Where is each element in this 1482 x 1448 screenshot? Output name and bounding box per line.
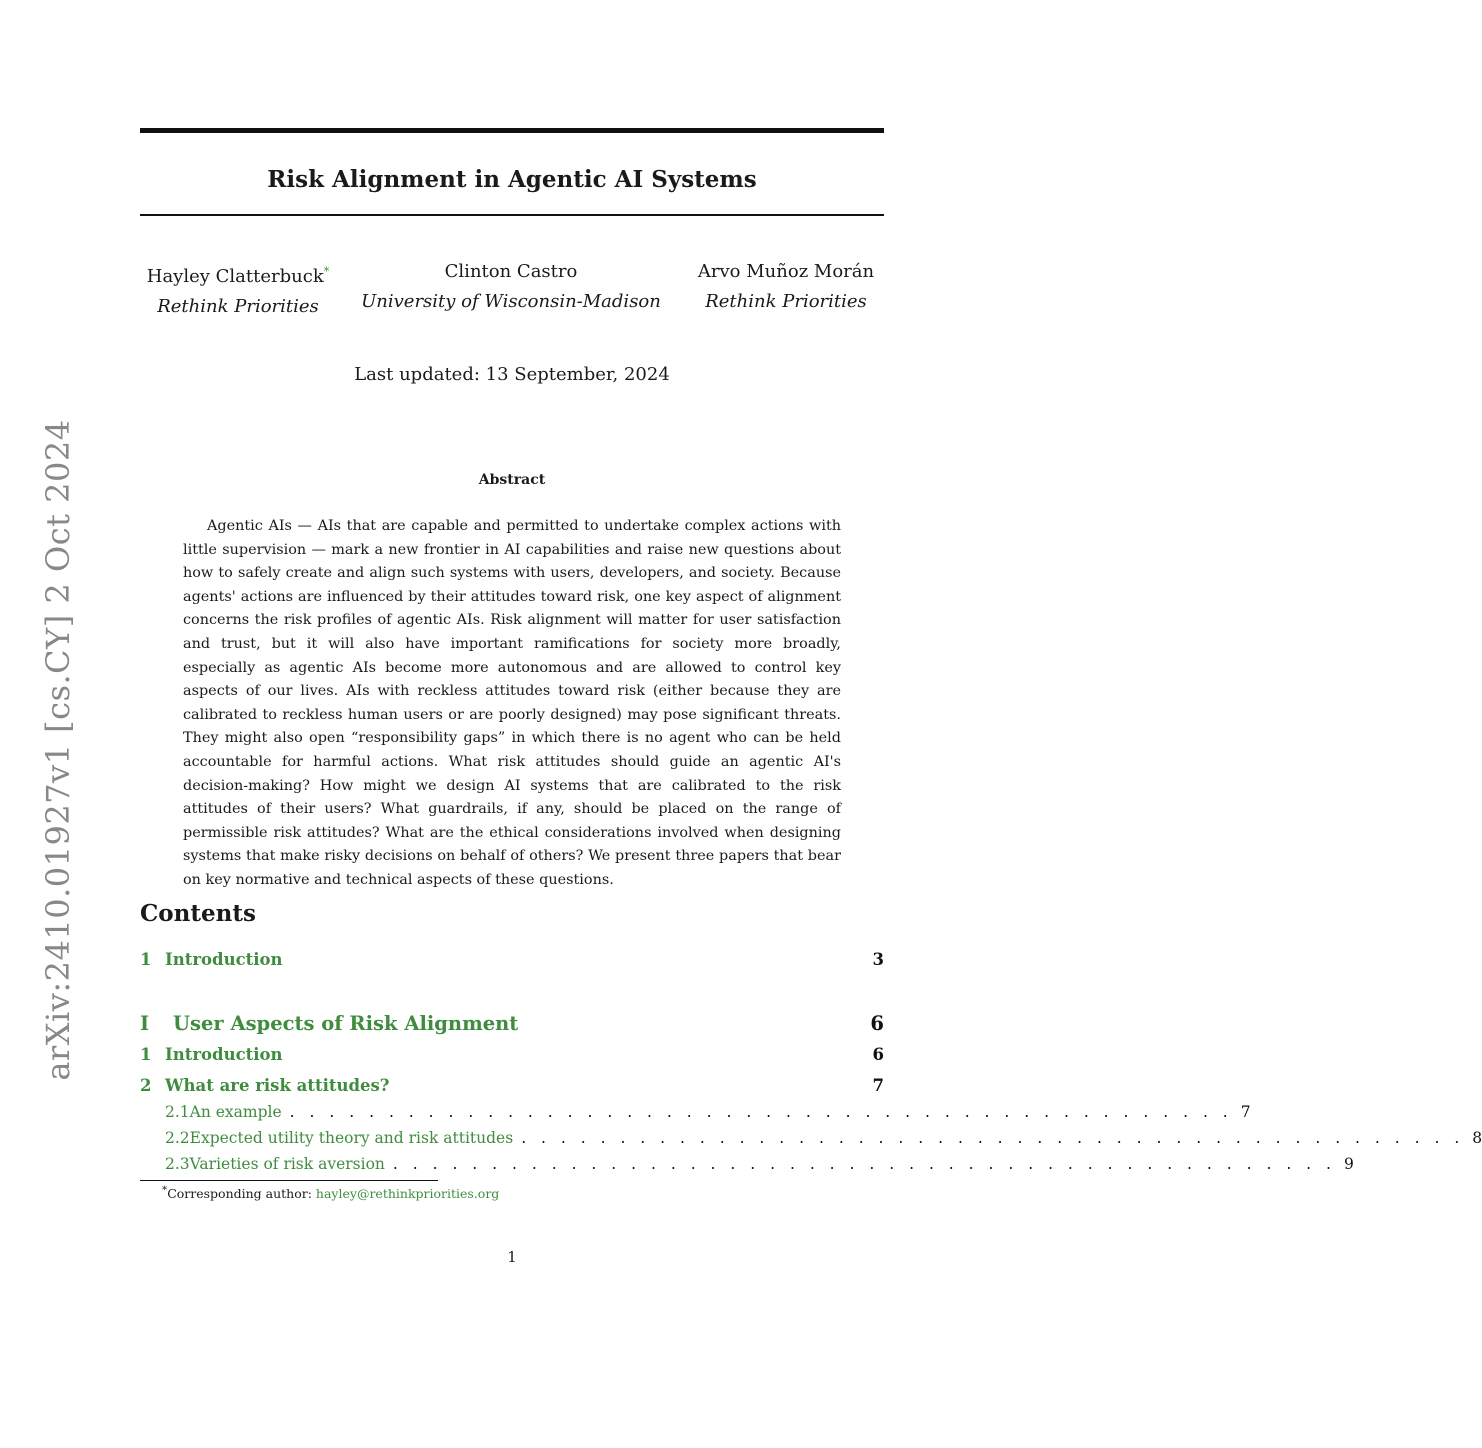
toc-number: 1: [140, 950, 152, 969]
author-block: [140, 257, 336, 322]
toc-page: 7: [1240, 1103, 1251, 1121]
toc-page: 8: [1472, 1129, 1482, 1147]
toc-page: 3: [872, 950, 884, 969]
toc-entry[interactable]: [140, 1045, 884, 1064]
author-affiliation: Rethink Priorities: [705, 291, 867, 312]
author-block: [352, 257, 670, 317]
author-name: Hayley Clatterbuck: [146, 266, 324, 287]
toc-number: 2: [140, 1076, 152, 1095]
title-rule-bottom: [140, 214, 884, 216]
toc-entry[interactable]: [140, 950, 884, 969]
toc-number: 2.1: [165, 1103, 190, 1121]
toc-page: 6: [870, 1012, 884, 1035]
footnote-rule: [140, 1180, 438, 1181]
toc-entry[interactable]: [140, 1076, 884, 1095]
author-affiliation: Rethink Priorities: [157, 296, 319, 317]
toc-leader-dots: . . . . . . . . . . . . . . . . . . . . . . . . . . . . . . . . . . . . . . . . . . . . . . . .: [289, 1103, 1233, 1121]
arxiv-identifier: arXiv:2410.01927v1 [cs.CY] 2 Oct 2024: [39, 419, 77, 1081]
author-name: Arvo Muñoz Morán: [697, 261, 875, 282]
toc-label[interactable]: What are risk attitudes?: [165, 1076, 390, 1095]
toc-leader-dots: . . . . . . . . . . . . . . . . . . . . . . . . . . . . . . . . . . . . . . . . . . . . . . . .: [392, 1155, 1336, 1173]
toc-page: 7: [872, 1076, 884, 1095]
toc-label[interactable]: An example: [189, 1103, 282, 1121]
paper-title: Risk Alignment in Agentic AI Systems: [267, 166, 757, 193]
toc-subentry[interactable]: [140, 1155, 1354, 1173]
toc-label[interactable]: Expected utility theory and risk attitudes: [189, 1129, 514, 1147]
footnote: [162, 1184, 499, 1201]
toc-subentry[interactable]: [140, 1103, 1251, 1121]
footnote-marker: *: [162, 1184, 168, 1196]
contents-heading: Contents: [140, 900, 256, 927]
footnote-text: Corresponding author:: [167, 1186, 316, 1202]
toc-label[interactable]: Introduction: [165, 1045, 283, 1064]
page-number: 1: [507, 1248, 517, 1266]
abstract-heading: Abstract: [478, 472, 546, 488]
toc-page: 6: [872, 1045, 884, 1064]
author-block: [688, 257, 884, 317]
author-email-link[interactable]: hayley@rethinkpriorities.org: [315, 1186, 500, 1202]
toc-number: 1: [140, 1045, 152, 1064]
author-name: Clinton Castro: [444, 261, 578, 282]
toc-label[interactable]: User Aspects of Risk Alignment: [173, 1012, 519, 1035]
toc-number: 2.3: [165, 1155, 190, 1173]
toc-page: 9: [1343, 1155, 1354, 1173]
toc-subentry[interactable]: [140, 1129, 1482, 1147]
toc-label[interactable]: Introduction: [165, 950, 283, 969]
toc-number: I: [140, 1012, 150, 1035]
footnote-mark[interactable]: *: [323, 265, 330, 278]
title-rule-top: [140, 128, 884, 133]
author-affiliation: University of Wisconsin-Madison: [361, 291, 661, 312]
toc-leader-dots: . . . . . . . . . . . . . . . . . . . . . . . . . . . . . . . . . . . . . . . . . . . . . . . .: [521, 1129, 1465, 1147]
toc-part-entry[interactable]: [140, 1012, 884, 1035]
abstract-text: Agentic AIs — AIs that are capable and permitted to undertake complex actions with little supervision — mark a new frontier in AI capabilities and raise new questions about how to safely create and align such systems with users, developers, and society. Because agents' actions are influenced by their attitudes toward risk, one key aspect of alignment concerns the risk profiles of agentic AIs. Risk alignment will matter for user satisfaction and trust, but it will also have important ramifications for society more broadly, especially as agentic AIs become more autonomous and are allowed to control key aspects of our lives. AIs with reckless attitudes toward risk (either because they are calibrated to reckless human users or are poorly designed) may pose significant threats. They might also open “responsibility gaps” in which there is no agent who can be held accountable for harmful actions. What risk attitudes should guide an agentic AI's decision-making? How might we design AI systems that are calibrated to the risk attitudes of their users? What guardrails, if any, should be placed on the range of permissible risk attitudes? What are the ethical considerations involved when designing systems that make risky decisions on behalf of others? We present three papers that bear on key normative and technical aspects of these questions.: [183, 518, 841, 888]
toc-number: 2.2: [165, 1129, 190, 1147]
last-updated: Last updated: 13 September, 2024: [354, 364, 670, 385]
toc-label[interactable]: Varieties of risk aversion: [189, 1155, 385, 1173]
